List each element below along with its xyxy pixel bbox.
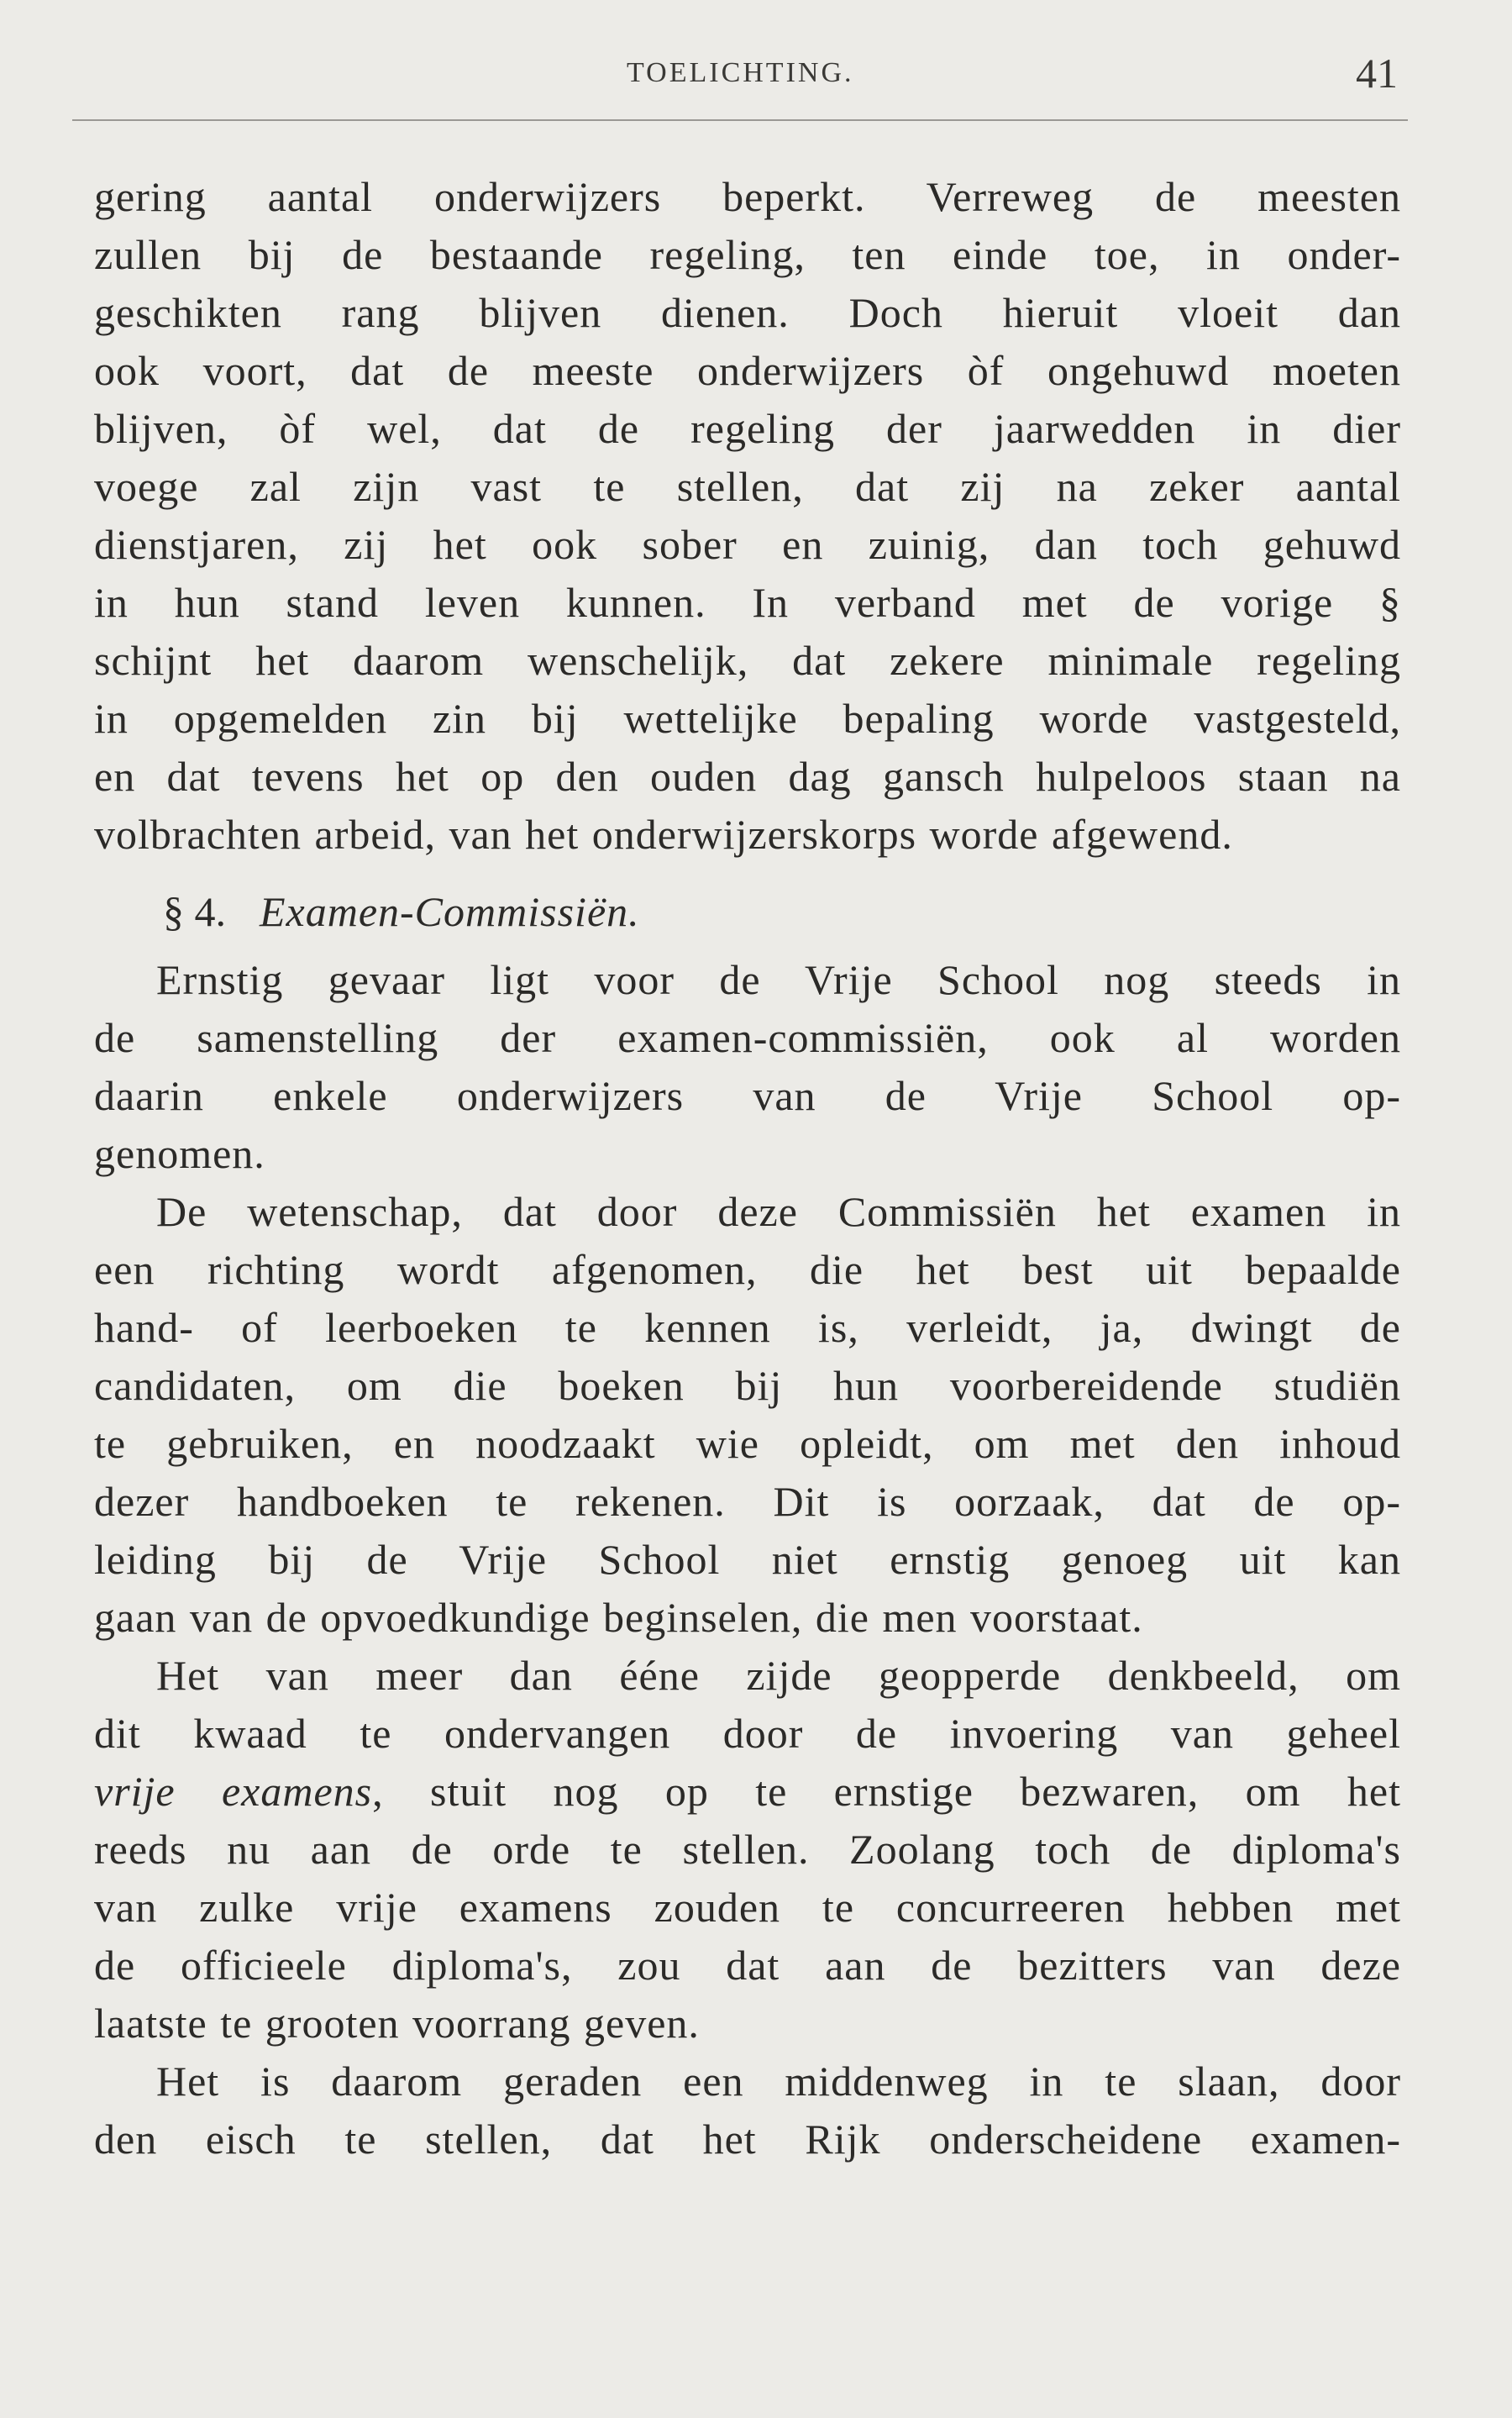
text-run: laatste te grooten voorrang geven. (94, 2000, 700, 2047)
text-line (94, 1415, 1401, 1473)
text-run: daarin enkele onderwijzers van de Vrije School op- (94, 1072, 1401, 1119)
text-line (94, 1821, 1401, 1879)
text-line (94, 1299, 1401, 1357)
text-line (94, 1009, 1401, 1067)
text-line (94, 1937, 1401, 1995)
text-line (94, 632, 1401, 690)
body-text (94, 168, 1401, 2168)
text-run: genomen. (94, 1130, 265, 1177)
text-line (94, 1763, 1401, 1821)
section-heading (94, 864, 1401, 951)
text-run: van zulke vrije examens zouden te concurreeren hebben met (94, 1884, 1401, 1931)
text-run: zullen bij de bestaande regeling, ten einde toe, in onder- (94, 231, 1401, 278)
text-line (94, 284, 1401, 342)
text-run: de samenstelling der examen-commissiën, ook al worden (94, 1014, 1401, 1061)
text-line (94, 2053, 1401, 2110)
page-header (72, 49, 1408, 133)
text-run: , stuit nog op te ernstige bezwaren, om het (372, 1768, 1401, 1815)
text-line (94, 1125, 1401, 1183)
text-line (94, 226, 1401, 284)
text-run: ook voort, dat de meeste onderwijzers òf ongehuwd moeten (94, 347, 1401, 394)
text-line (94, 1647, 1401, 1705)
text-run: Het is daarom geraden een middenweg in te slaan, door (156, 2058, 1401, 2105)
text-run: de officieele diploma's, zou dat aan de bezitters van deze (94, 1942, 1401, 1989)
text-run: blijven, òf wel, dat de regeling der jaarwedden in dier (94, 405, 1401, 452)
text-line (94, 690, 1401, 748)
text-run: schijnt het daarom wenschelijk, dat zekere minimale regeling (94, 637, 1401, 684)
text-line (94, 1357, 1401, 1415)
text-line (94, 1705, 1401, 1763)
text-run: dezer handboeken te rekenen. Dit is oorzaak, dat de op- (94, 1478, 1401, 1525)
text-run: candidaten, om die boeken bij hun voorbereidende studiën (94, 1362, 1401, 1409)
text-line (94, 342, 1401, 400)
text-line (94, 1531, 1401, 1589)
text-line (94, 1241, 1401, 1299)
text-run: en dat tevens het op den ouden dag gansch hulpeloos staan na (94, 753, 1401, 800)
text-line (94, 1067, 1401, 1125)
header-rule (72, 119, 1408, 121)
text-run: Het van meer dan ééne zijde geopperde denkbeeld, om (156, 1652, 1401, 1699)
text-run: gering aantal onderwijzers beperkt. Verreweg de meesten (94, 173, 1401, 220)
text-line (94, 748, 1401, 806)
text-line (94, 400, 1401, 458)
text-line (94, 2110, 1401, 2168)
text-run: in opgemelden zin bij wettelijke bepaling worde vastgesteld, (94, 695, 1401, 742)
text-run: gaan van de opvoedkundige beginselen, die men voorstaat. (94, 1594, 1143, 1641)
text-line (94, 574, 1401, 632)
text-line (94, 1589, 1401, 1647)
text-run: volbrachten arbeid, van het onderwijzerskorps worde afgewend. (94, 811, 1233, 858)
running-title: TOELICHTING. (627, 57, 854, 88)
text-run: voege zal zijn vast te stellen, dat zij na zeker aantal (94, 463, 1401, 510)
page-number: 41 (1356, 50, 1398, 97)
text-run: De wetenschap, dat door deze Commissiën het examen in (156, 1188, 1401, 1235)
text-run: in hun stand leven kunnen. In verband met de vorige § (94, 579, 1401, 626)
text-run: reeds nu aan de orde te stellen. Zoolang toch de diploma's (94, 1826, 1401, 1873)
text-run: Ernstig gevaar ligt voor de Vrije School nog steeds in (156, 956, 1401, 1003)
text-run: dienstjaren, zij het ook sober en zuinig, dan toch gehuwd (94, 521, 1401, 568)
text-line (94, 1995, 1401, 2053)
text-run: te gebruiken, en noodzaakt wie opleidt, om met den inhoud (94, 1420, 1401, 1467)
text-run: leiding bij de Vrije School niet ernstig genoeg uit kan (94, 1536, 1401, 1583)
text-line (94, 806, 1401, 864)
text-line (94, 1879, 1401, 1937)
italic-phrase: vrije examens (94, 1768, 373, 1815)
text-run: den eisch te stellen, dat het Rijk onderscheidene examen- (94, 2116, 1401, 2163)
text-run: geschikten rang blijven dienen. Doch hieruit vloeit dan (94, 289, 1401, 336)
text-line (94, 1183, 1401, 1241)
text-line (94, 1473, 1401, 1531)
text-line (94, 516, 1401, 574)
section-title: Examen-Commissiën. (260, 888, 640, 935)
text-line (94, 458, 1401, 516)
text-run: dit kwaad te ondervangen door de invoering van geheel (94, 1710, 1401, 1757)
text-run: hand- of leerboeken te kennen is, verleidt, ja, dwingt de (94, 1304, 1401, 1351)
text-line (94, 168, 1401, 226)
text-run: een richting wordt afgenomen, die het best uit bepaalde (94, 1246, 1401, 1293)
section-number: § 4. (163, 888, 226, 935)
text-line (94, 951, 1401, 1009)
